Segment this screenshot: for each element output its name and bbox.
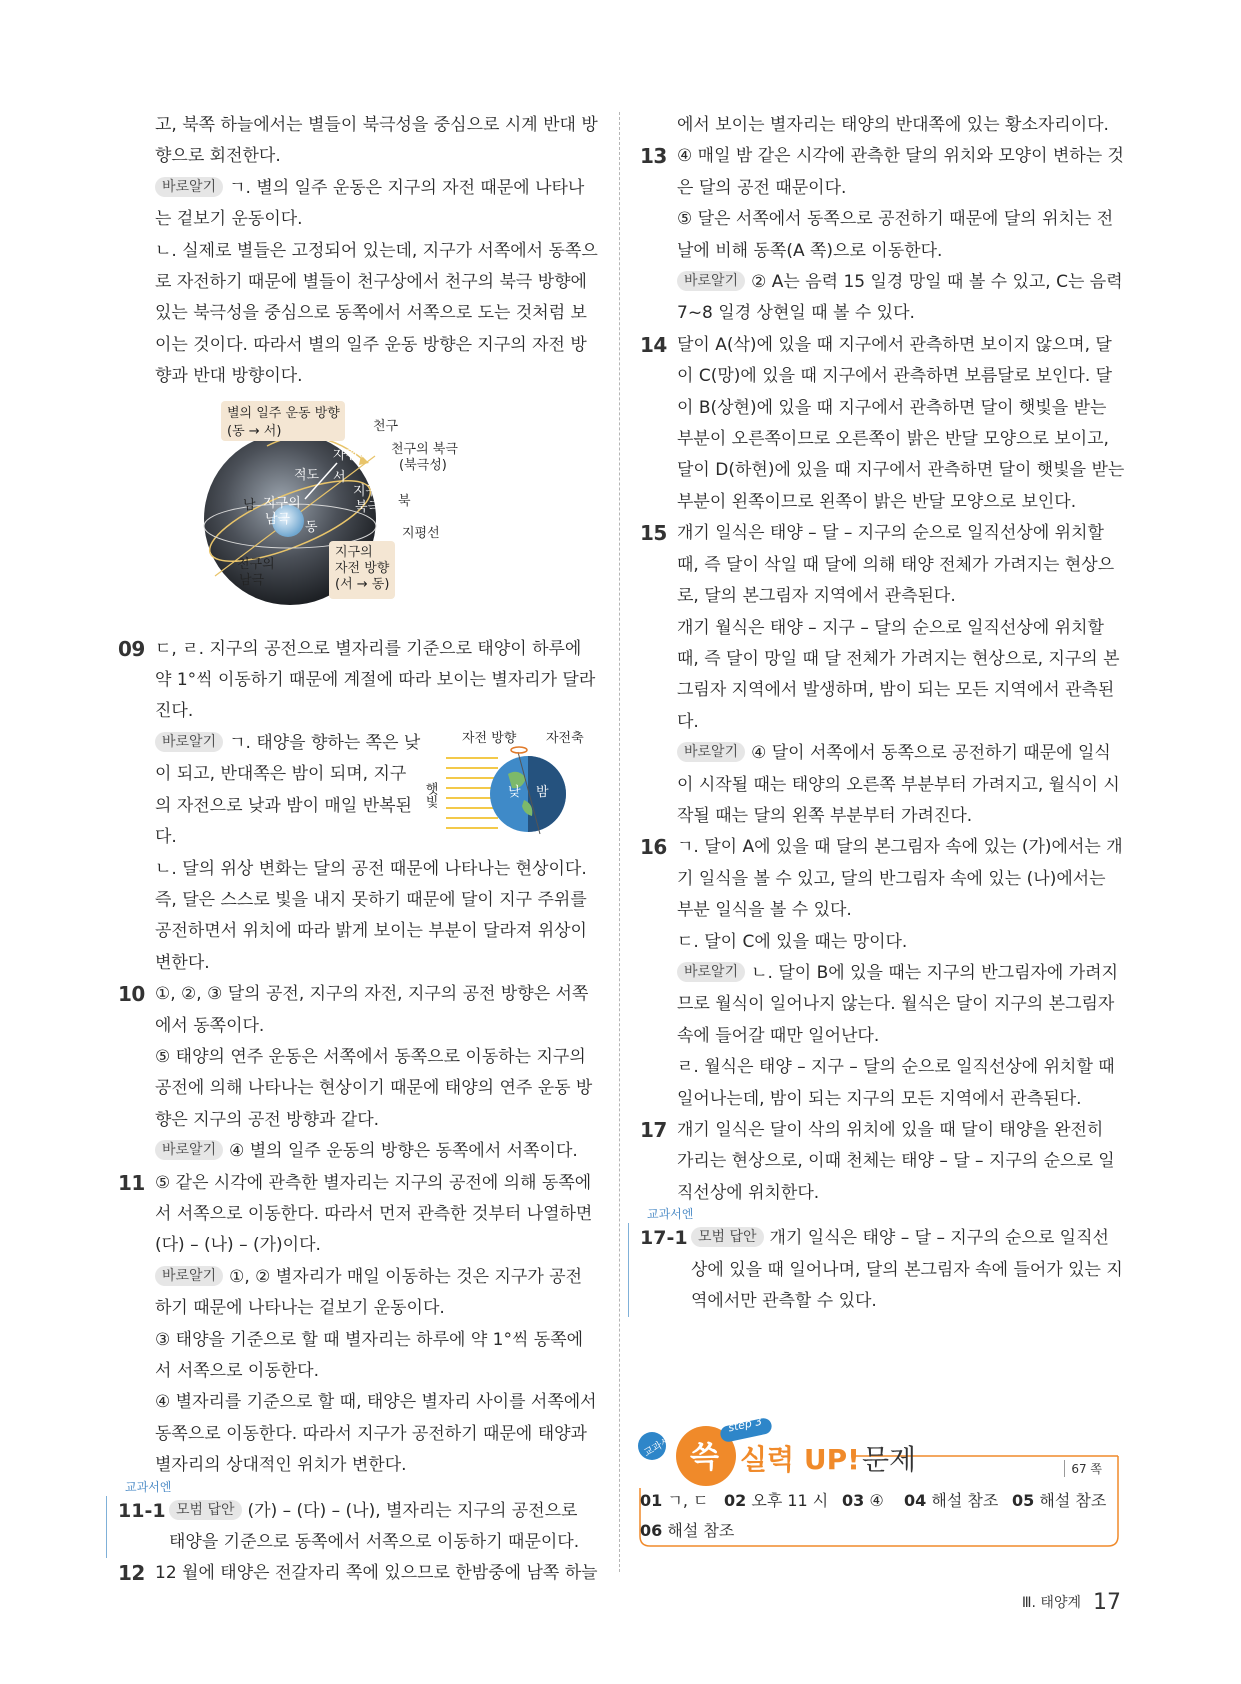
label-earth-rot: 지구의: [335, 544, 373, 560]
q13: [640, 141, 1125, 329]
answer-badge: 모범 답안: [691, 1227, 764, 1247]
label-south: 남: [243, 497, 256, 513]
q17-1-text: 개기 일식은 태양 – 달 – 지구의 순으로 일직선상에 있을 때 일어나며, 달의 본그림자 속에 들어가 있는 지역에서만 관측할 수 있다.: [691, 1228, 1123, 1312]
celestial-sphere-figure: [155, 401, 598, 626]
q13-correct: ② A는 음력 15 일경 망일 때 볼 수 있고, C는 음력 7~8 일경 상현일 때 볼 수 있다.: [677, 272, 1123, 324]
label-earth-south2: 남극: [265, 511, 291, 527]
label-earth-north: 지구의: [353, 483, 391, 499]
q11-text3: ③ 태양을 기준으로 할 때 별자리는 하루에 약 1°씩 동쪽에서 서쪽으로 이동한다.: [155, 1329, 584, 1381]
correct-badge: 바로알기: [155, 1266, 223, 1286]
label-horizon: 지평선: [402, 525, 440, 541]
q12-text: 12 월에 태양은 전갈자리 쪽에 있으므로 한밤중에 남쪽 하늘: [155, 1563, 598, 1584]
q12-continued: [640, 110, 1125, 141]
q08-continuation: [118, 110, 598, 626]
answer-05: 05 해설 참조: [1012, 1491, 1107, 1510]
page-number: 17: [1093, 1590, 1121, 1615]
q16-text: ㄱ. 달이 A에 있을 때 달의 본그림자 속에 있는 (가)에서는 개기 일식을 볼 수 있고, 달의 반그림자 속에 있는 (나)에서는 부분 일식을 볼 수 있다.: [677, 837, 1123, 921]
day-night-diagram: [422, 730, 598, 840]
label-night: 밤: [536, 784, 549, 800]
q15: [640, 518, 1125, 832]
q16-correct: ㄴ. 달이 B에 있을 때는 지구의 반그림자에 가려지므로 월식이 일어나지 않는다. 월식은 달이 지구의 본그림자 속에 들어갈 때만 일어난다.: [677, 962, 1119, 1046]
q17: [640, 1115, 1125, 1209]
q17-1-number: 17-1: [640, 1227, 688, 1250]
q15-number: 15: [640, 521, 667, 546]
q09: [118, 634, 598, 979]
label-polaris: (북극성): [399, 457, 447, 473]
q10-number: 10: [118, 982, 145, 1007]
correct-badge: 바로알기: [155, 732, 223, 752]
q10-text2: ⑤ 태양의 연주 운동은 서쪽에서 동쪽으로 이동하는 지구의 공전에 의해 나타나는 현상이기 때문에 태양의 연주 운동 방향은 지구의 공전 방향과 같다.: [155, 1046, 593, 1130]
textbook-label: 교과서엔: [121, 1480, 175, 1494]
label-east: 동: [305, 519, 318, 535]
q08-b: ㄴ. 실제로 별들은 고정되어 있는데, 지구가 서쪽에서 동쪽으로 자전하기 때문에 별들이 천구상에서 천구의 북극 방향에 있는 북극성을 중심으로 동쪽에서 서쪽으로 도는 것처럼 보이는 것이다. 따라서 별의 일주 운동 방향은 지구의 자전 방향과 반대 방향이다.: [155, 240, 598, 387]
label-earth-north2: 북극: [355, 499, 381, 515]
column-divider: [619, 112, 620, 1572]
q15-text: 개기 일식은 태양 – 달 – 지구의 순으로 일직선상에 위치할 때, 즉 달이 삭일 때 달에 의해 태양 전체가 가려지는 현상으로, 달의 본그림자 지역에서 관측된다.: [677, 523, 1115, 607]
answer-badge: 모범 답안: [169, 1500, 242, 1520]
q16-text3: ㄹ. 월식은 태양 – 지구 – 달의 순으로 일직선상에 위치할 때 일어나는데, 밤이 되는 지구의 모든 지역에서 관측된다.: [677, 1057, 1115, 1109]
label-rotation-dir: 자전 방향: [462, 730, 517, 746]
q16: [640, 832, 1125, 1115]
day-night-figure: [422, 730, 598, 840]
label-celestial-sphere: 천구: [373, 418, 399, 434]
q11-1-number: 11-1: [118, 1499, 166, 1522]
q11-correct: ①, ② 별자리가 매일 이동하는 것은 지구가 공전하기 때문에 나타나는 겉보기 운동이다.: [155, 1266, 582, 1319]
label-day: 낮: [508, 784, 521, 800]
q15-correct: ④ 달이 서쪽에서 동쪽으로 공전하기 때문에 일식이 시작될 때는 태양의 오른쪽 부분부터 가려지고, 월식이 시작될 때는 달의 왼쪽 부분부터 가려진다.: [677, 743, 1120, 826]
label-earth-rot2: 자전 방향: [335, 560, 390, 576]
q17-text: 개기 일식은 달이 삭의 위치에 있을 때 달이 태양을 완전히 가리는 현상으로, 이때 천체는 태양 – 달 – 지구의 순으로 일직선상에 위치한다.: [677, 1120, 1115, 1203]
celestial-sphere-diagram: [155, 401, 515, 626]
q17-number: 17: [640, 1118, 667, 1142]
label-equator: 적도: [294, 467, 320, 483]
q11-1-block: [106, 1479, 598, 1559]
label-earth-south: 지구의: [263, 495, 301, 511]
correct-badge: 바로알기: [677, 271, 745, 291]
right-column: [640, 110, 1125, 1317]
step3-title-a: 실력 UP!: [740, 1443, 860, 1476]
q14-number: 14: [640, 332, 667, 357]
chapter-label: Ⅲ. 태양계: [1021, 1595, 1081, 1611]
q09-correct: ㄱ. 태양을 향하는 쪽은 낮이 되고, 반대쪽은 밤이 되며, 지구의 자전으로 낮과 밤이 매일 반복된다.: [155, 732, 421, 848]
q15-text2: 개기 월식은 태양 – 지구 – 달의 순으로 일직선상에 위치할 때, 즉 달이 망일 때 달 전체가 가려지는 현상으로, 지구의 본그림자 지역에서 발생하며, 밤이 되는 모든 지역에서 관측된다.: [677, 617, 1120, 732]
q08-correct: ㄱ. 별의 일주 운동은 지구의 자전 때문에 나타나는 겉보기 운동이다.: [155, 177, 585, 230]
textbook-label: 교과서엔: [643, 1207, 697, 1221]
q13-number: 13: [640, 144, 667, 169]
q10: [118, 979, 598, 1167]
correct-badge: 바로알기: [155, 1140, 223, 1160]
q11-1-text: (가) – (다) – (나), 별자리는 지구의 공전으로 태양을 기준으로 동쪽에서 서쪽으로 이동하기 때문이다.: [169, 1500, 580, 1553]
q17-1: [640, 1223, 1125, 1317]
q08-intro: 고, 북쪽 하늘에서는 별들이 북극성을 중심으로 시계 반대 방향으로 회전한다.: [155, 115, 598, 167]
label-star-dir: 별의 일주 운동 방향: [227, 405, 340, 421]
label-axis: 자전축: [546, 730, 584, 746]
label-rotation-axis: 자전축: [333, 447, 371, 463]
correct-badge: 바로알기: [677, 742, 745, 762]
label-celestial-north: 천구의 북극: [391, 441, 458, 457]
q13-text2: ⑤ 달은 서쪽에서 동쪽으로 공전하기 때문에 달의 위치는 전날에 비해 동쪽(A 쪽)으로 이동한다.: [677, 209, 1114, 261]
answer-06: 06 해설 참조: [640, 1521, 735, 1540]
page-footer: [1022, 1590, 1121, 1615]
step-label: step 3: [727, 1414, 764, 1435]
q12-number: 12: [118, 1561, 145, 1586]
q11: [118, 1168, 598, 1482]
q17-1-block: [628, 1207, 1125, 1317]
q14: [640, 330, 1125, 518]
q12: [118, 1558, 598, 1589]
q09-text: ㄷ, ㄹ. 지구의 공전으로 별자리를 기준으로 태양이 하루에 약 1°씩 이동하기 때문에 계절에 따라 보이는 별자리가 달라진다.: [155, 638, 596, 722]
q11-number: 11: [118, 1170, 145, 1195]
label-west: 서: [333, 469, 346, 485]
q16-number: 16: [640, 835, 667, 860]
q13-text: ④ 매일 밤 같은 시각에 관측한 달의 위치와 모양이 변하는 것은 달의 공전 때문이다.: [677, 146, 1124, 198]
q10-correct: ④ 별의 일주 운동의 방향은 동쪽에서 서쪽이다.: [229, 1141, 578, 1162]
answer-02: 02 오후 11 시: [724, 1491, 829, 1510]
answer-01: 01 ㄱ, ㄷ: [640, 1491, 709, 1510]
textbook-tag: 교과서: [642, 1435, 673, 1460]
label-earth-rot3: (서 → 동): [335, 576, 390, 592]
q09-number: 09: [118, 636, 145, 661]
label-celestial-south2: 남극: [239, 572, 265, 588]
step3-title-b: 문제: [862, 1443, 917, 1476]
q11-text: ⑤ 같은 시각에 관측한 별자리는 지구의 공전에 의해 동쪽에서 서쪽으로 이동한다. 따라서 먼저 관측한 것부터 나열하면 (다) – (나) – (가)이다.: [155, 1172, 593, 1256]
page-ref: 67 쪽: [1064, 1460, 1102, 1477]
left-column: [118, 110, 598, 1590]
answer-04: 04 해설 참조: [904, 1491, 999, 1510]
label-sunlight: 햇빛: [422, 781, 438, 808]
step3-answer-box: [640, 1414, 1118, 1548]
answer-03: 03 ④: [842, 1491, 884, 1510]
q09-correct2: ㄴ. 달의 위상 변화는 달의 공전 때문에 나타나는 현상이다. 즉, 달은 스스로 빛을 내지 못하기 때문에 달이 지구 주위를 공전하면서 위치에 따라 밝게 보이는 부분이 달라져 위상이 변한다.: [155, 858, 587, 973]
label-celestial-south: 천구의: [237, 556, 275, 572]
q16-text2: ㄷ. 달이 C에 있을 때는 망이다.: [677, 931, 908, 952]
q14-text: 달이 A(삭)에 있을 때 지구에서 관측하면 보이지 않으며, 달이 C(망)에 있을 때 지구에서 관측하면 보름달로 보인다. 달이 B(상현)에 있을 때 지구에서 관측하면 달이 햇빛을 받는 부분이 오른쪽이므로 오른쪽이 밝은 반달 모양으로 보이고, 달이 D(하현)에 있을 때 지구에서 관측하면 달이 햇빛을 받는 부분이 왼쪽이므로 왼쪽이 밝은 반달 모양으로 보인다.: [677, 334, 1125, 512]
q11-text4: ④ 별자리를 기준으로 할 때, 태양은 별자리 사이를 서쪽에서 동쪽으로 이동한다. 따라서 지구가 공전하기 때문에 태양과 별자리의 상대적인 위치가 변한다.: [155, 1392, 597, 1476]
q10-text: ①, ②, ③ 달의 공전, 지구의 자전, 지구의 공전 방향은 서쪽에서 동쪽이다.: [155, 984, 589, 1036]
q12-cont-text: 에서 보이는 별자리는 태양의 반대쪽에 있는 황소자리이다.: [677, 115, 1109, 135]
q11-1: [118, 1496, 598, 1559]
step3-big-char: 쓱: [690, 1440, 719, 1475]
correct-badge: 바로알기: [155, 177, 223, 197]
step3-answers: [640, 1486, 1118, 1546]
label-star-dir2: (동 → 서): [227, 423, 282, 439]
correct-badge: 바로알기: [677, 962, 745, 982]
label-north: 북: [398, 493, 411, 509]
